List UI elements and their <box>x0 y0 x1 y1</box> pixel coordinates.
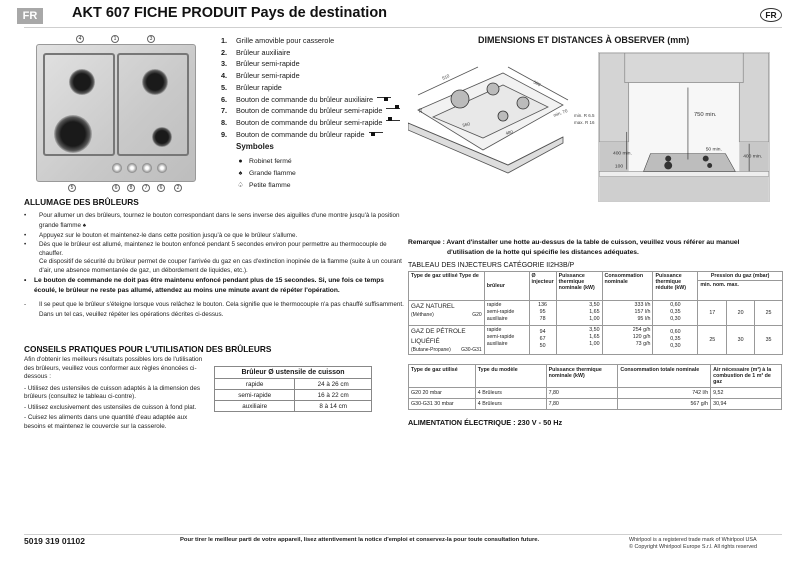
control-knob <box>112 163 122 173</box>
bullet-item: • Pour allumer un des brûleurs, tournez le bouton correspondant dans le sens inverse des aiguilles d'une montre jusqu'à la position grande flamme ♠ <box>24 212 400 229</box>
list-item: 2. Brûleur auxiliaire <box>221 47 291 57</box>
burner-semi-rapid-rear-right <box>142 69 168 95</box>
table-header: Brûleur Ø ustensile de cuisson <box>215 367 372 379</box>
dash-item: - Il se peut que le brûleur s'éteigne lorsque vous relâchez le bouton. Cela signifie que le thermocouple n'a pas chauffé suffisamment. Dans un tel cas, veuillez répéter les opérations décrites ci-dessus. <box>24 301 404 319</box>
svg-text:50 min.: 50 min. <box>705 147 722 153</box>
list-item: 7. Bouton de commande du brûleur semi-rapide <box>221 105 400 117</box>
list-item: 6. Bouton de commande du brûleur auxiliaire <box>221 94 400 106</box>
trademark-notice: Whirlpool is a registered trade mark of Whirlpool USA © Copyright Whirlpool Europe S.r.l. All rights reserved <box>629 537 758 551</box>
large-flame-icon: ♠ <box>82 221 87 229</box>
tip-item: - Utilisez des ustensiles de cuisson adaptés à la dimension des brûleurs (consultez le tableau ci-contre). <box>24 384 201 400</box>
page-title: AKT 607 FICHE PRODUIT Pays de destination <box>72 5 388 21</box>
isometric-dimension-drawing <box>408 55 598 180</box>
svg-text:400 min.: 400 min. <box>612 151 632 157</box>
svg-text:max. R 16: max. R 16 <box>574 120 595 125</box>
tap-closed-icon: ● <box>238 158 243 165</box>
list-item: 4. Brûleur semi-rapide <box>221 71 300 81</box>
table-row: rapide 24 à 26 cm <box>215 379 372 390</box>
table-row: G30-G31 30 mbar 4 Brûleurs 7,80 567 g/h 30,94 <box>409 399 782 410</box>
list-item: 3. Brûleur semi-rapide <box>221 59 300 69</box>
consumption-table: Type de gaz utilisé Type du modèle Puissance thermique nominale (kW) Consommation totale nominale Air nécessaire (m³) à la combustion de 1 m³ de gaz G20 20 mbar 4 Brûleurs 7,80 742 l/h 9,52 G30-G31 30 mbar 4 Brûleurs 7,80 567 g/h 30,94 <box>408 364 782 410</box>
utensil-size-table <box>214 366 372 412</box>
burner-rapid <box>54 115 92 153</box>
table-row: semi-rapide 16 à 22 cm <box>215 390 372 401</box>
callout: 2 <box>174 184 182 192</box>
power-supply-spec: ALIMENTATION ÉLECTRIQUE : 230 V - 50 Hz <box>408 418 563 427</box>
svg-text:100: 100 <box>614 164 624 170</box>
knob-position-icon <box>369 129 383 136</box>
language-badge: FR <box>17 8 43 24</box>
ignition-section <box>24 197 404 320</box>
svg-text:35: 35 <box>418 107 423 113</box>
svg-text:min. 70: min. 70 <box>552 108 569 118</box>
section-heading: ALLUMAGE DES BRÛLEURS <box>24 197 139 207</box>
callout: 6 <box>157 184 165 192</box>
table-row: GAZ DE PÉTROLE LIQUÉFIÉ (Butane-Propane) G30-G31 rapide semi-rapide auxiliaire 94 67 50 3,50 1,65 1,00 254 g/h 120 g/h 73 g/h 0,60 0,35 0,30 25 30 35 <box>409 325 783 354</box>
control-knob <box>142 163 152 173</box>
header-divider <box>24 27 782 28</box>
legend-item: ♠ Grande flamme <box>236 168 296 180</box>
hood-installation-note: Remarque : Avant d'installer une hotte au-dessus de la table de cuisson, veuillez vous référer au manuel d'utilisation de la hotte qui spécifie les distances adéquates. <box>408 239 740 256</box>
list-item: 1. Grille amovible pour casserole <box>221 36 335 45</box>
legend-item: ♤ Petite flamme <box>236 180 296 192</box>
footer-divider <box>24 534 782 535</box>
tips-section: Afin d'obtenir les meilleurs résultats possibles lors de l'utilisation des brûleurs, veuillez vous conformer aux règles énoncées ci-dessous : - Utilisez des ustensiles de cuisson adaptés à la dimension des brûleurs (consultez le tableau ci-contre). - Utilisez exclusivement des ustensiles de cuisson à fond plat. - Cuisez les aliments dans une quantité d'eau adaptée aux besoins et maintenez le couvercle sur la casserole. <box>24 356 203 430</box>
callout: 7 <box>142 184 150 192</box>
svg-text:560: 560 <box>461 121 471 128</box>
footer-notice: Pour tirer le meilleur parti de votre appareil, lisez attentivement la notice d'emploi et conservez-la pour toute consultation future. <box>180 537 540 543</box>
hob-illustration <box>36 44 196 182</box>
table-row: GAZ NATUREL (Méthane) G20 rapide semi-rapide auxiliaire 136 95 78 3,50 1,65 1,00 333 l/h 157 l/h 95 l/h 0,60 0,35 0,30 17 20 25 <box>409 301 783 326</box>
injector-table: Type de gaz utilisé Type de brûleur Ø injecteur Puissance thermique nominale (kW) Consommation nominale Puissance thermique réduite (kW) Pression du gaz (mbar) min. nom. max. GAZ NATUREL (Méthane) G20 rapide semi-rapide auxiliaire 136 95 78 3,50 1,65 1,00 333 l/h 157 l/h 95 l/h 0,60 0,35 0,30 17 20 25 GAZ DE PÉTROLE LIQUÉFIÉ (Butane-Propane) G30-G31 rapide semi-rapide auxiliaire 94 67 50 3,50 1,65 1,00 254 g/h 120 g/h 73 g/h 0,60 0,35 0,30 25 30 35 <box>408 271 783 355</box>
large-flame-icon: ♠ <box>238 170 243 177</box>
callout: 4 <box>76 35 84 43</box>
control-knob <box>127 163 137 173</box>
callout: 3 <box>147 35 155 43</box>
callout: 8 <box>127 184 135 192</box>
bullet-item: • Appuyez sur le bouton et maintenez-le dans cette position jusqu'à ce que le brûleur s'allume. <box>24 231 298 239</box>
svg-text:510: 510 <box>441 73 451 81</box>
bullet-item: • Dès que le brûleur est allumé, maintenez le bouton enfoncé pendant 5 secondes environ pour permettre au thermocouple de chauffer. Ce dispositif de sécurité du brûleur permet de couper l'arrivée du gaz en cas d'extinction inopinée de la flamme (suite à un courant d'air, une absence momentanée de gaz, un débordement de liquides, etc.). <box>24 241 402 274</box>
section-heading: CONSEILS PRATIQUES POUR L'UTILISATION DES BRÛLEURS <box>24 344 272 354</box>
burner-semi-rapid-rear-left <box>69 69 95 95</box>
svg-text:580: 580 <box>532 79 542 88</box>
control-knob <box>157 163 167 173</box>
knob-position-icon <box>386 117 400 124</box>
list-item: 8. Bouton de commande du brûleur semi-rapide <box>221 117 400 129</box>
knob-position-icon <box>386 105 400 112</box>
burner-auxiliary <box>152 127 172 147</box>
symbols-legend <box>236 156 296 192</box>
injector-table-title: TABLEAU DES INJECTEURS CATÉGORIE II2H3B/P <box>408 262 575 269</box>
document-code: 5019 319 01102 <box>24 536 85 546</box>
callout: 5 <box>68 184 76 192</box>
kitchen-clearance-drawing <box>598 52 770 202</box>
svg-text:400 min.: 400 min. <box>743 154 763 160</box>
parts-list <box>221 35 400 140</box>
small-flame-icon: ♤ <box>237 182 244 189</box>
dimensions-title: DIMENSIONS ET DISTANCES À OBSERVER (mm) <box>478 35 690 45</box>
symbols-title: Symboles <box>236 142 274 151</box>
tip-item: - Cuisez les aliments dans une quantité d'eau adaptée aux besoins et maintenez le couvercle sur la casserole. <box>24 414 188 430</box>
tip-item: - Utilisez exclusivement des ustensiles de cuisson à fond plat. <box>24 403 197 411</box>
table-row: G20 20 mbar 4 Brûleurs 7,80 742 l/h 9,52 <box>409 388 782 399</box>
callout: 6 <box>112 184 120 192</box>
svg-text:750 min.: 750 min. <box>693 112 717 119</box>
table-row: auxiliaire 8 à 14 cm <box>215 401 372 412</box>
svg-text:480: 480 <box>504 129 514 136</box>
knob-position-icon <box>377 94 391 101</box>
warning-item: • Le bouton de commande ne doit pas être maintenu enfoncé pendant plus de 15 secondes. Si, une fois ce temps écoulé, le brûleur ne reste pas allumé, attendez au moins une minute avant de répéter l'opération. <box>24 277 384 295</box>
legend-item: ● Robinet fermé <box>236 156 296 168</box>
language-oval-badge: FR <box>760 8 782 22</box>
callout: 1 <box>111 35 119 43</box>
svg-text:min. R 6.5: min. R 6.5 <box>574 113 595 118</box>
list-item: 9. Bouton de commande du brûleur rapide <box>221 129 400 141</box>
list-item: 5. Brûleur rapide <box>221 82 282 92</box>
